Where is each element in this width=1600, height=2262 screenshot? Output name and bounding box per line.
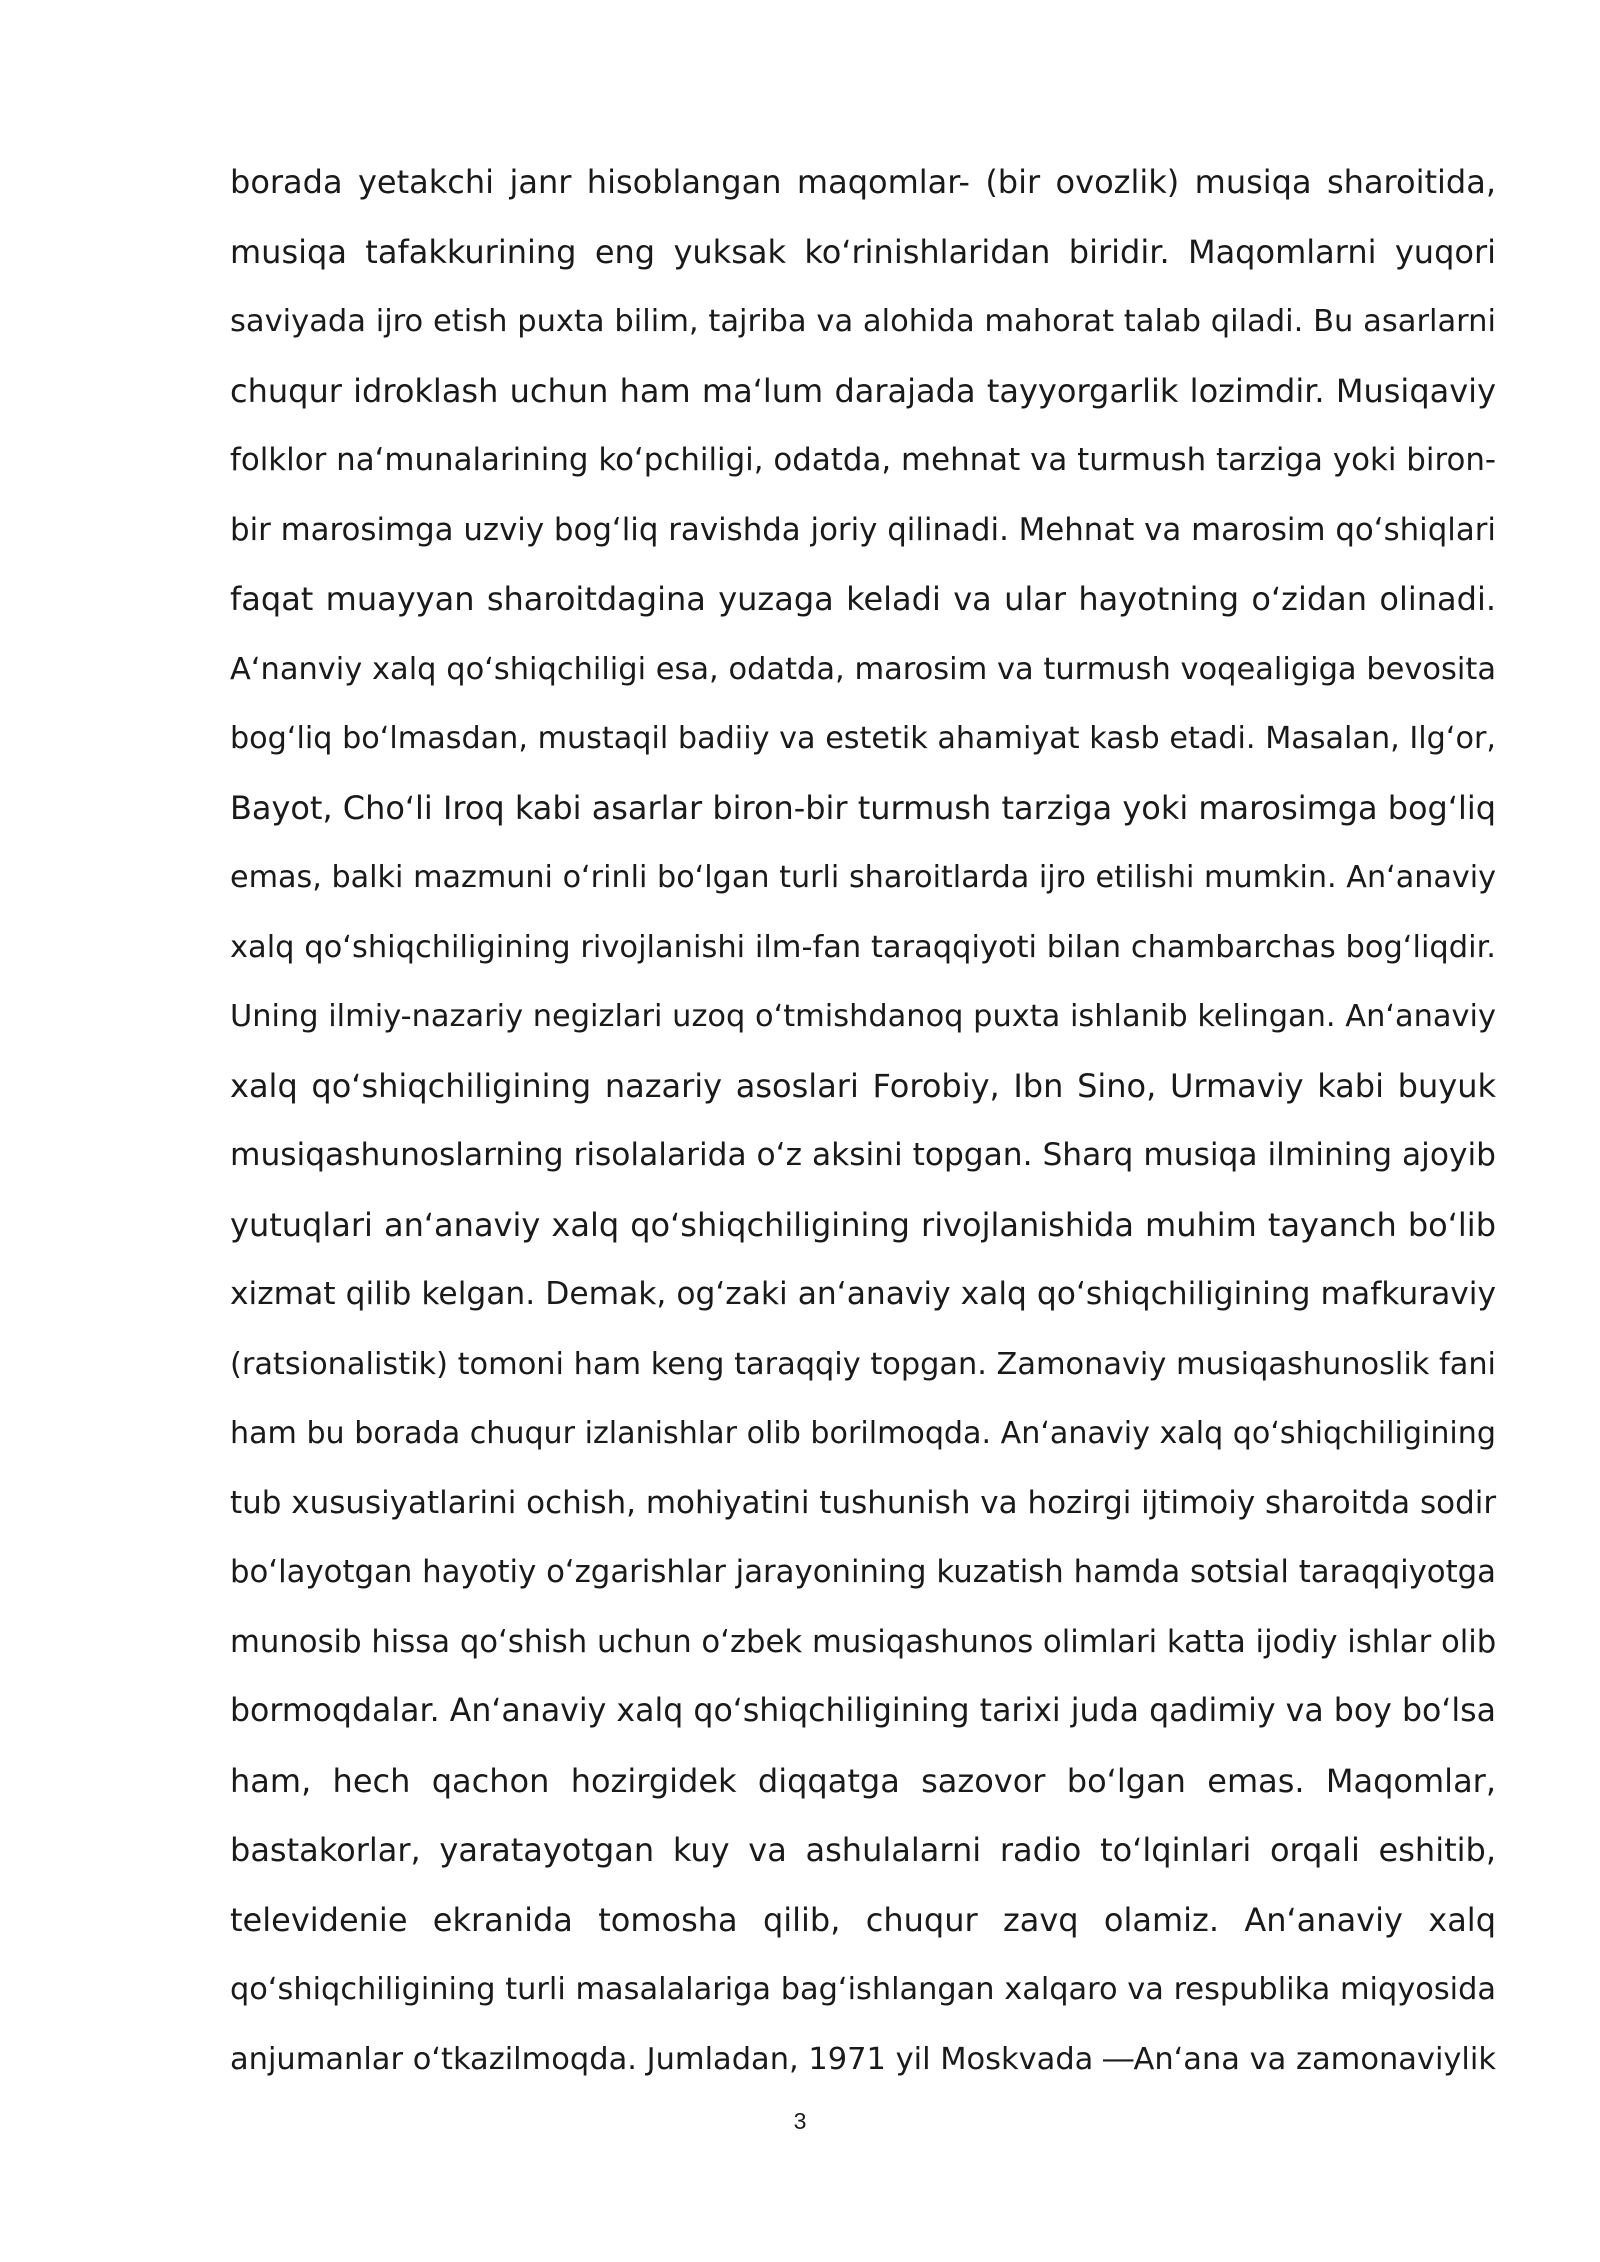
text-line: faqat muayyan sharoitdagina yuzaga keladi va ular hayotning oʻzidan olinadi. <box>230 580 1496 618</box>
text-line: ham bu borada chuqur izlanishlar olib borilmoqda. Anʻanaviy xalq qoʻshiqchiligining <box>230 1416 1496 1451</box>
text-line: bir marosimga uzviy bogʻliq ravishda joriy qilinadi. Mehnat va marosim qoʻshiqlari <box>230 511 1496 548</box>
text-line: bormoqdalar. Anʻanaviy xalq qoʻshiqchiligining tarixi juda qadimiy va boy boʻlsa <box>230 1693 1496 1729</box>
text-line: ham, hech qachon hozirgidek diqqatga sazovor boʻlgan emas. Maqomlar, <box>230 1761 1496 1800</box>
text-line: musiqa tafakkurining eng yuksak koʻrinishlaridan biridir. Maqomlarni yuqori <box>230 232 1496 271</box>
text-line: bastakorlar, yaratayotgan kuy va ashulalarni radio toʻlqinlari orqali eshitib, <box>230 1831 1496 1869</box>
text-line: Uning ilmiy-nazariy negizlari uzoq oʻtmishdanoq puxta ishlanib kelingan. Anʻanaviy <box>230 999 1496 1034</box>
text-line: Aʻnanviy xalq qoʻshiqchiligi esa, odatda, marosim va turmush voqealigiga bevosita <box>230 651 1496 687</box>
text-line: musiqashunoslarning risolalarida oʻz aksini topgan. Sharq musiqa ilmining ajoyib <box>230 1137 1496 1173</box>
text-line: Bayot, Choʻli Iroq kabi asarlar biron-bir turmush tarziga yoki marosimga bogʻliq <box>230 788 1496 827</box>
text-line: boʻlayotgan hayotiy oʻzgarishlar jarayonining kuzatish hamda sotsial taraqqiyotga <box>230 1554 1496 1590</box>
page-number: 3 <box>793 2108 807 2134</box>
text-line: xizmat qilib kelgan. Demak, ogʻzaki anʻanaviy xalq qoʻshiqchiligining mafkuraviy <box>230 1276 1496 1312</box>
text-line: xalq qoʻshiqchiligining nazariy asoslari Forobiy, Ibn Sino, Urmaviy kabi buyuk <box>230 1066 1496 1105</box>
text-line: anjumanlar oʻtkazilmoqda. Jumladan, 1971 yil Moskvada ―Anʻana va zamonaviylik <box>230 2041 1496 2077</box>
text-line: televidenie ekranida tomosha qilib, chuqur zavq olamiz. Anʻanaviy xalq <box>230 1900 1496 1939</box>
text-line: yutuqlari anʻanaviy xalq qoʻshiqchiligining rivojlanishida muhim tayanch boʻlib <box>230 1205 1496 1244</box>
text-line: saviyada ijro etish puxta bilim, tajriba va alohida mahorat talab qiladi. Bu asarlarni <box>230 304 1496 339</box>
text-line: munosib hissa qoʻshish uchun oʻzbek musiqashunos olimlari katta ijodiy ishlar olib <box>230 1624 1497 1660</box>
text-line: qoʻshiqchiligining turli masalalariga bagʻishlangan xalqaro va respublika miqyosida <box>230 1972 1496 2007</box>
text-line: (ratsionalistik) tomoni ham keng taraqqiy topgan. Zamonaviy musiqashunoslik fani <box>230 1346 1496 1382</box>
text-line: emas, balki mazmuni oʻrinli boʻlgan turli sharoitlarda ijro etilishi mumkin. Anʻanaviy <box>230 860 1496 895</box>
text-line: chuqur idroklash uchun ham maʻlum darajada tayyorgarlik lozimdir. Musiqaviy <box>230 371 1496 410</box>
text-line: tub xususiyatlarini ochish, mohiyatini tushunish va hozirgi ijtimoiy sharoitda sodir <box>230 1484 1497 1521</box>
text-line: xalq qoʻshiqchiligining rivojlanishi ilm-fan taraqqiyoti bilan chambarchas bogʻliqdir. <box>230 929 1496 965</box>
body-text <box>230 148 1496 2094</box>
text-line: bogʻliq boʻlmasdan, mustaqil badiiy va estetik ahamiyat kasb etadi. Masalan, Ilgʻor, <box>230 721 1496 756</box>
text-line: borada yetakchi janr hisoblangan maqomlar- (bir ovozlik) musiqa sharoitida, <box>230 163 1496 201</box>
text-line: folklor naʻmunalarining koʻpchiligi, odatda, mehnat va turmush tarziga yoki biron- <box>230 442 1496 478</box>
